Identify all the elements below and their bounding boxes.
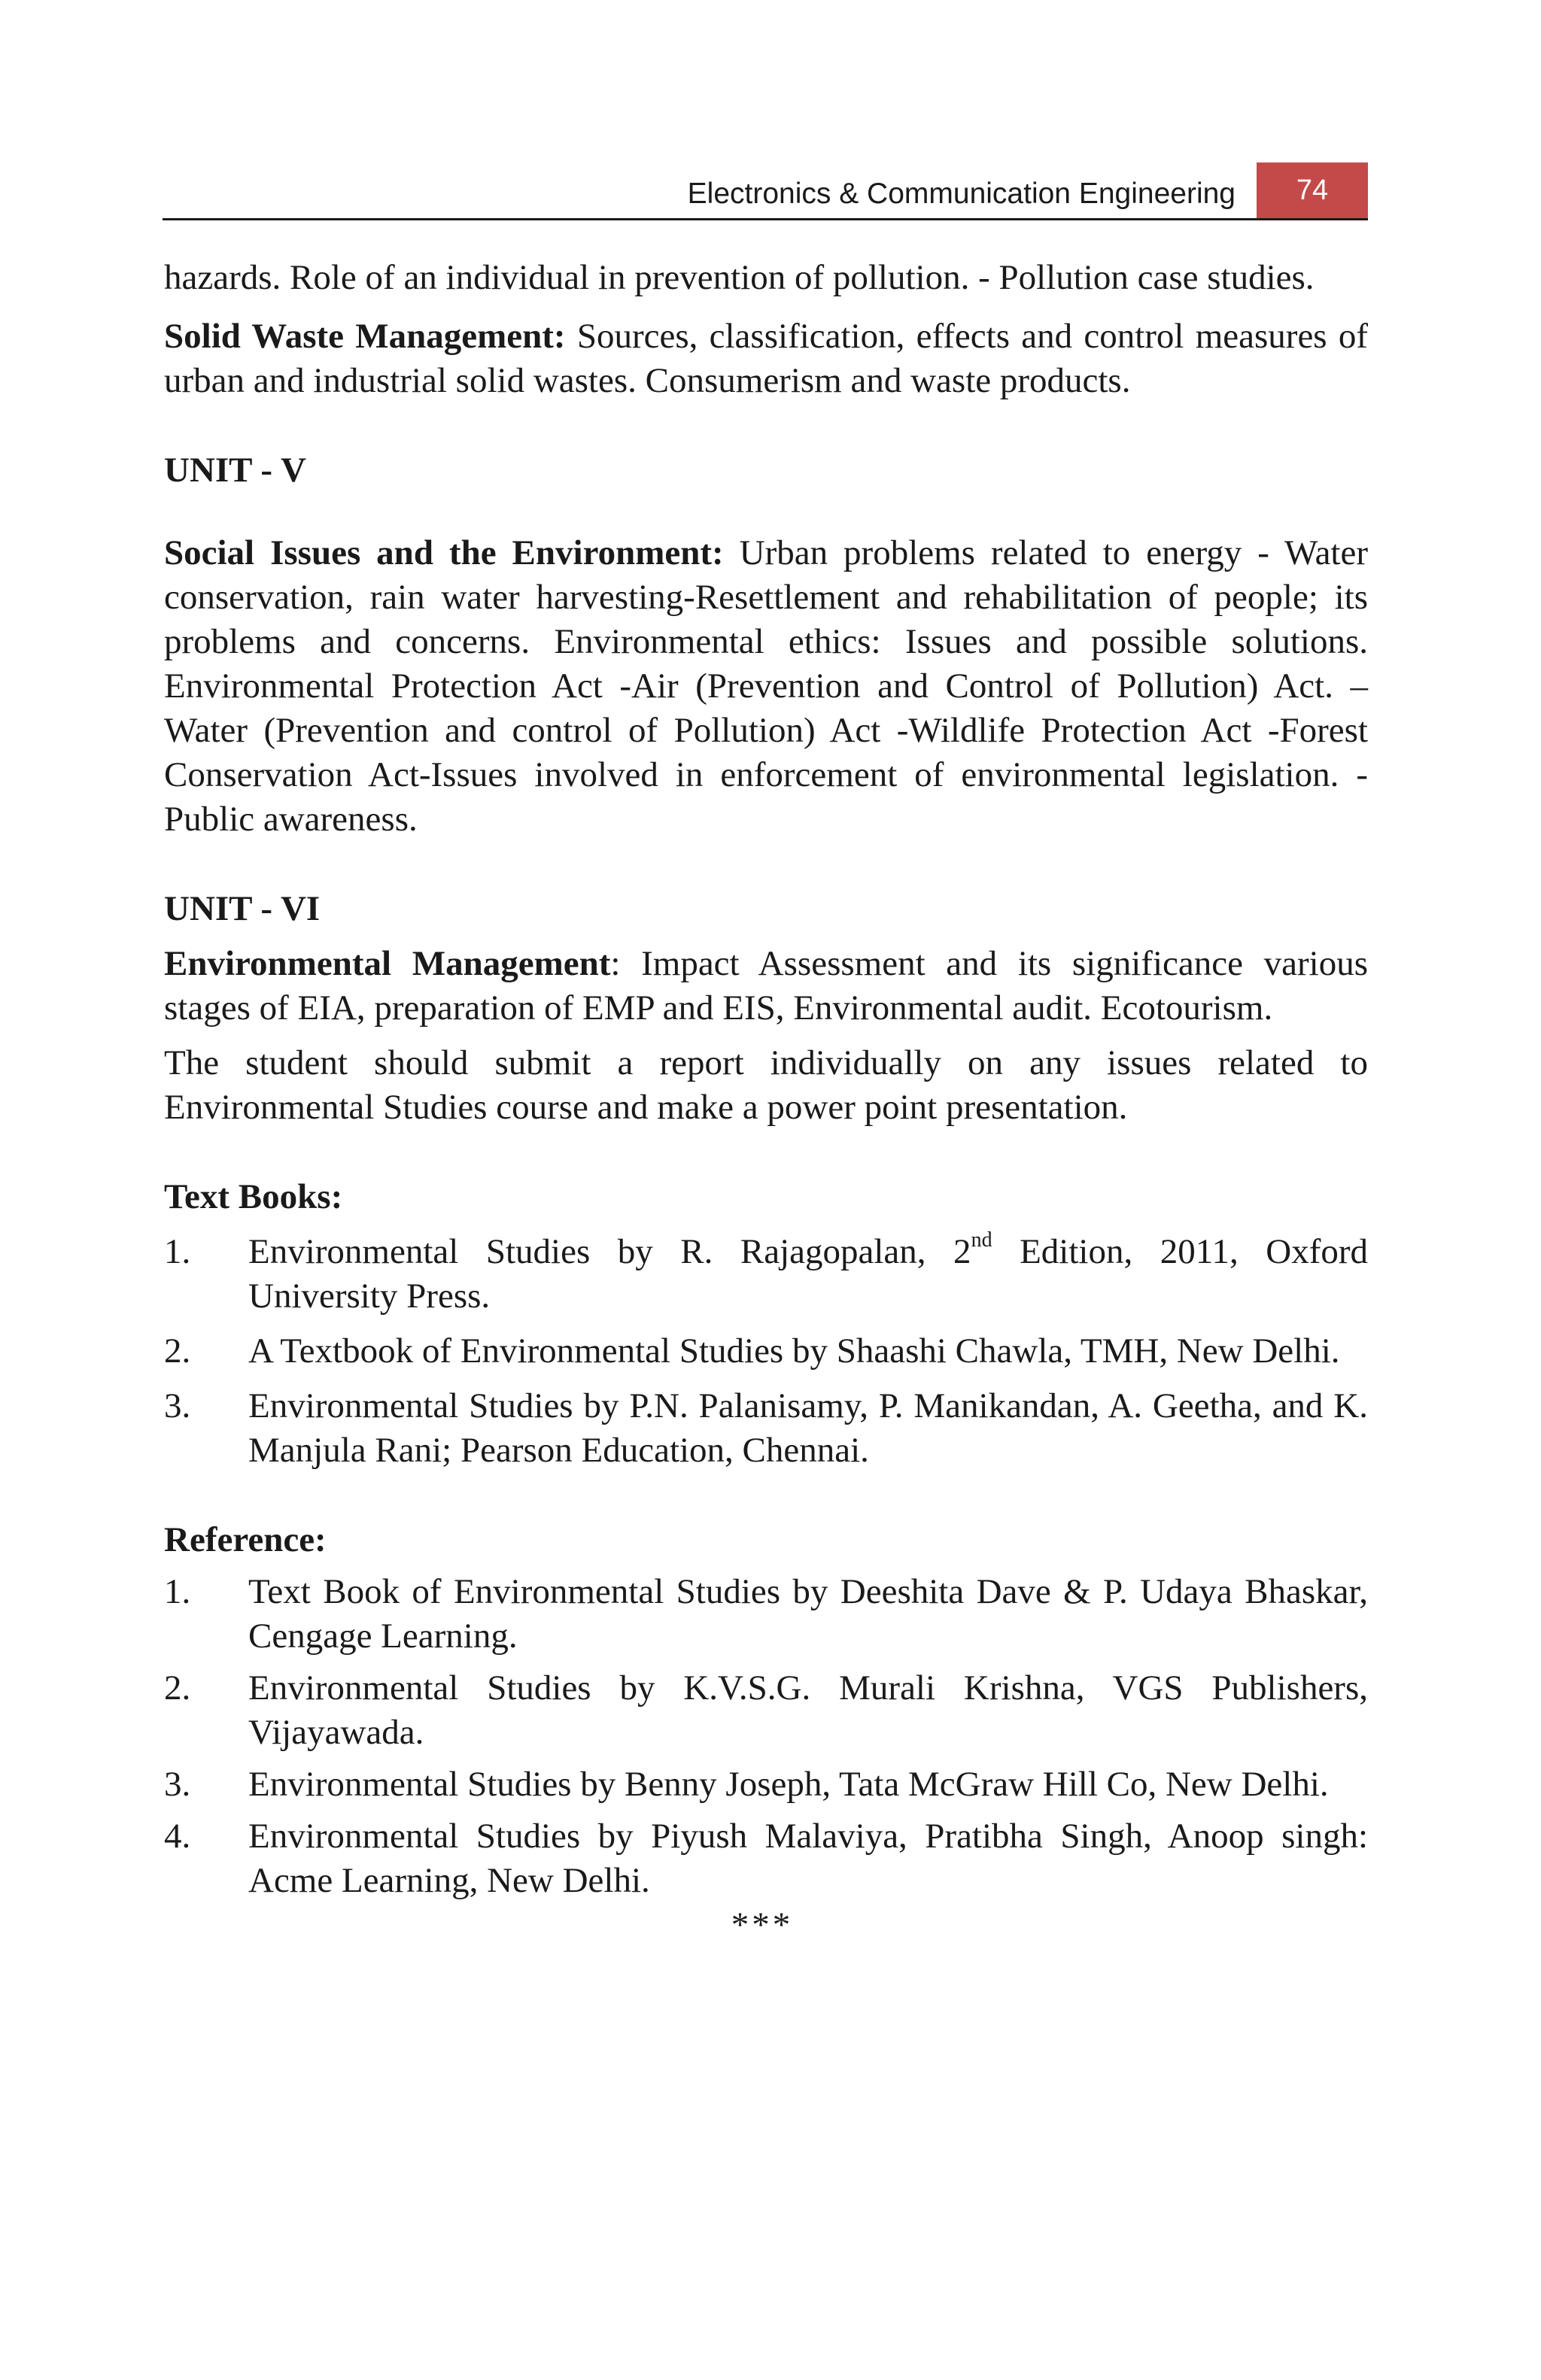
list-item-number: 2. (164, 1331, 191, 1371)
end-of-section-mark: *** (731, 1905, 794, 1944)
list-item (164, 1666, 1368, 1755)
list-item-text: Environmental Studies by Piyush Malaviya, Pratibha Singh, Anoop singh: Acme Learning, New Delhi. (248, 1817, 1368, 1900)
list-item (164, 1329, 1368, 1374)
list-item (164, 1762, 1368, 1807)
page-header (163, 161, 1368, 220)
intro-paragraph: hazards. Role of an individual in prevention of pollution. - Pollution case studies. (164, 258, 1315, 297)
list-item-text: Edition, 2011, Oxford University Press. (248, 1232, 1368, 1316)
list-item (164, 1230, 1368, 1319)
list-item-number: 4. (164, 1817, 191, 1856)
environmental-management-label: Environmental Management (164, 944, 611, 983)
list-item-text: A Textbook of Environmental Studies by Shaashi Chawla, TMH, New Delhi. (248, 1331, 1340, 1371)
header-title: Electronics & Communication Engineering (687, 178, 1236, 210)
unit-6-heading: UNIT - VI (164, 889, 321, 928)
environmental-management-text: : Impact Assessment and its significance various stages of EIA, preparation of EMP and EIS, Environmental audit. Ecotourism. (164, 944, 1368, 1028)
list-item-number: 3. (164, 1386, 191, 1425)
text-books-heading: Text Books: (164, 1177, 343, 1216)
list-item-text: Environmental Studies by K.V.S.G. Murali Krishna, VGS Publishers, Vijayawada. (248, 1668, 1368, 1752)
text-books-list (164, 1230, 1368, 1473)
list-item-number: 1. (164, 1572, 191, 1611)
social-issues-text: Urban problems related to energy - Water conservation, rain water harvesting-Resettlement and rehabilitation of people; its problems and concerns. Environmental ethics: Issues and possible solutions. Environmental Protection Act -Air (Prevention and Control of Pollution) Act. –Water (Prevention and control of Pollution) Act -Wildlife Protection Act -Forest Conservation Act-Issues involved in enforcement of environmental legislation. -Public awareness. (164, 533, 1369, 839)
reference-list (164, 1570, 1368, 1903)
list-item (164, 1570, 1368, 1659)
list-item (164, 1384, 1368, 1473)
unit-5-heading: UNIT - V (164, 451, 306, 490)
solid-waste-label: Solid Waste Management: (164, 317, 566, 356)
page-number-badge: 74 (1257, 162, 1368, 218)
list-item-text: Environmental Studies by R. Rajagopalan, 2 (248, 1232, 971, 1271)
list-item-number: 2. (164, 1668, 191, 1708)
unit-5-paragraph (164, 531, 1368, 842)
list-item (164, 1814, 1368, 1903)
reference-heading: Reference: (164, 1520, 327, 1559)
ordinal-superscript: nd (971, 1228, 992, 1252)
page-content (164, 256, 1368, 1947)
social-issues-label: Social Issues and the Environment: (164, 533, 724, 572)
list-item-text: Text Book of Environmental Studies by Deeshita Dave & P. Udaya Bhaskar, Cengage Learning. (248, 1572, 1368, 1656)
list-item-number: 3. (164, 1765, 191, 1804)
solid-waste-paragraph (164, 314, 1368, 403)
solid-waste-text: Sources, classification, effects and control measures of urban and industrial solid wastes. Consumerism and waste products. (164, 317, 1368, 400)
list-item-text: Environmental Studies by P.N. Palanisamy, P. Manikandan, A. Geetha, and K. Manjula Rani; Pearson Education, Chennai. (248, 1386, 1368, 1470)
report-paragraph: The student should submit a report individually on any issues related to Environmental Studies course and make a power point presentation. (164, 1043, 1368, 1127)
list-item-number: 1. (164, 1232, 191, 1271)
list-item-text: Environmental Studies by Benny Joseph, Tata McGraw Hill Co, New Delhi. (248, 1765, 1329, 1804)
unit-6-paragraph (164, 942, 1368, 1031)
